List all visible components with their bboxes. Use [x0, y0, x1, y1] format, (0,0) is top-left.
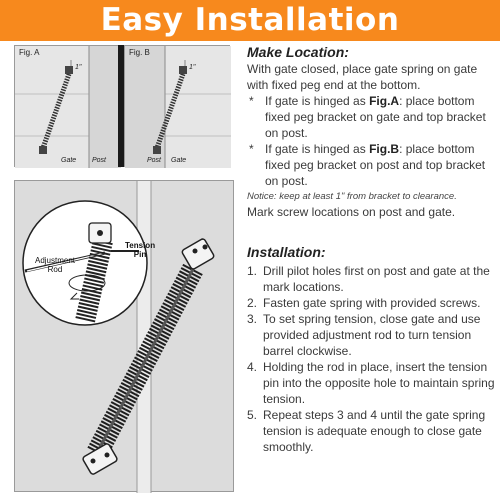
figure-b-gate-caption: Gate	[171, 157, 187, 164]
figure-b	[124, 45, 230, 167]
tension-pin-label: Tension Pin	[125, 241, 156, 259]
spring-diagram	[14, 180, 234, 492]
adjustment-rod-label: Adjustment Rod	[34, 256, 76, 274]
page-title: Easy Installation	[0, 0, 500, 41]
install-step: 5. Repeat steps 3 and 4 until the gate spring tension is adequate enough to close gate smoothly.	[247, 408, 486, 454]
top-bracket-icon	[181, 238, 215, 270]
bullet-fig-b: * If gate is hinged as Fig.B: place bottom fixed peg bracket on post and top bracket on post.	[249, 142, 486, 188]
spring-diagram-drawing	[15, 181, 235, 493]
install-step: 4. Holding the rod in place, insert the tension pin into the opposite hole to maintain spring tension.	[247, 360, 495, 406]
figure-a-post-caption: Post	[92, 157, 107, 164]
bullet-mark: *	[249, 94, 254, 108]
figure-a-label: Fig. A	[19, 48, 40, 57]
bullet-fig-a: * If gate is hinged as Fig.A: place bottom fixed peg bracket on gate and top bracket on post.	[249, 94, 486, 140]
figure-a	[14, 45, 120, 167]
figure-b-dim: 1"	[189, 64, 196, 71]
install-step: 2. Fasten gate spring with provided screws.	[247, 296, 481, 310]
make-location-intro: With gate closed, place gate spring on gate with fixed peg end at the bottom.	[247, 62, 478, 92]
install-step: 3. To set spring tension, close gate and use provided adjustment rod to turn tension barrel clockwise.	[247, 312, 481, 358]
notice-text: Notice: keep at least 1" from bracket to clearance.	[247, 191, 457, 202]
instructions	[247, 44, 497, 455]
make-location-outro: Mark screw locations on post and gate.	[247, 205, 456, 219]
figure-a-drawing	[15, 46, 121, 168]
figure-b-label: Fig. B	[129, 48, 150, 57]
installation-heading: Installation:	[247, 244, 326, 260]
figure-a-gate-caption: Gate	[61, 157, 77, 164]
figure-b-drawing	[125, 46, 231, 168]
make-location-heading: Make Location:	[247, 44, 349, 60]
install-step: 1. Drill pilot holes first on post and gate at the mark locations.	[247, 264, 490, 294]
bottom-bracket-icon	[82, 443, 118, 475]
figure-a-dim: 1"	[75, 64, 82, 71]
bullet-mark: *	[249, 142, 254, 156]
figure-b-post-caption: Post	[147, 157, 162, 164]
hinge-figures	[0, 41, 240, 171]
